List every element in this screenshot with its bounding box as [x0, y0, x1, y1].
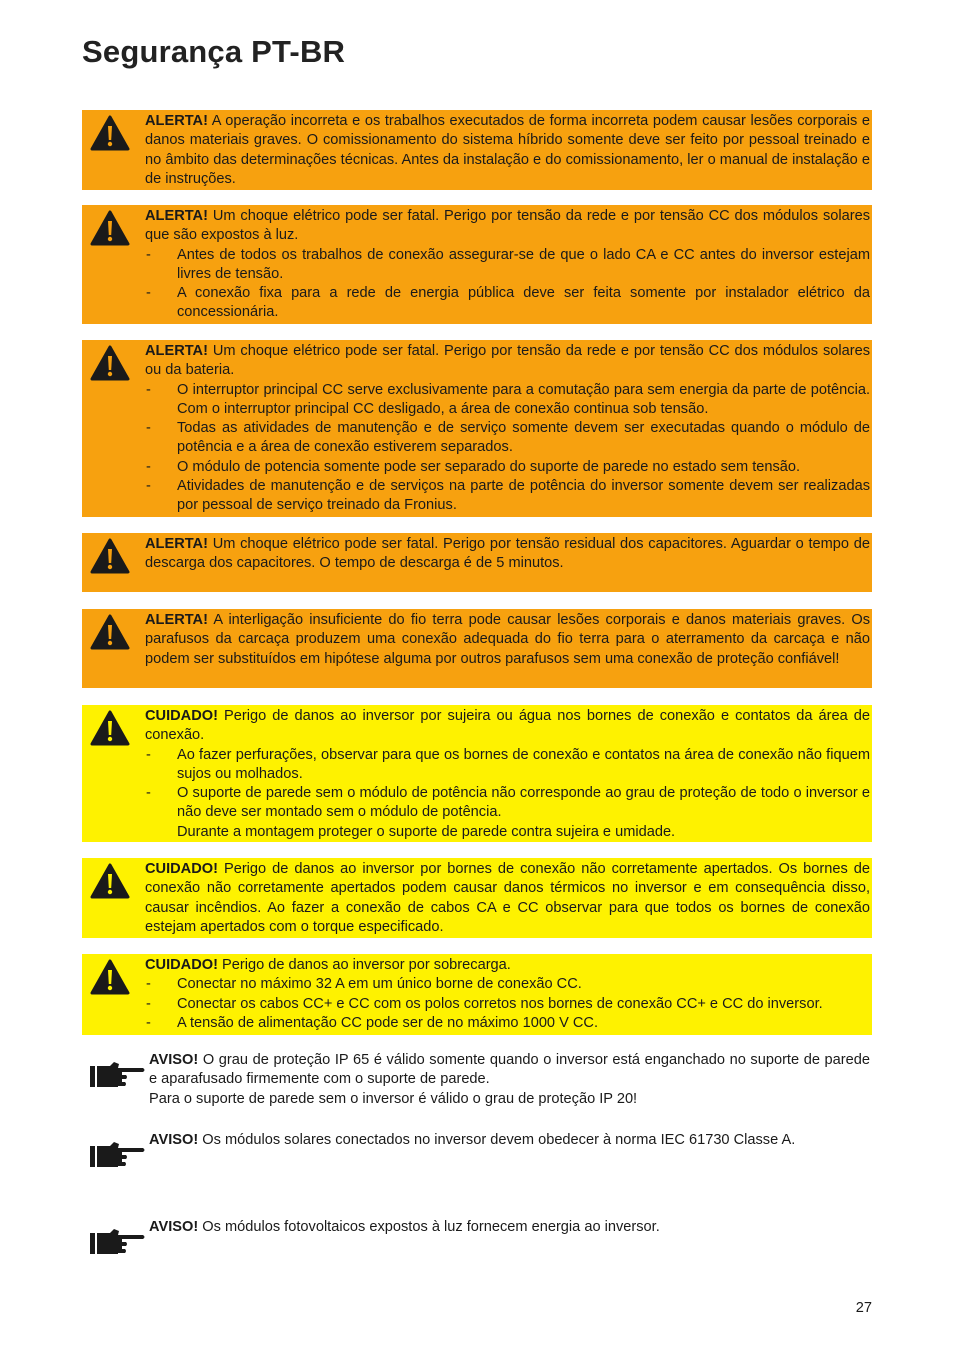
warning-triangle-icon [90, 115, 130, 151]
alert-box [82, 609, 872, 688]
notice-text: Os módulos solares conectados no inversor devem obedecer à norma IEC 61730 Classe A. [202, 1132, 796, 1148]
alert-content [145, 342, 870, 516]
alert-text: Um choque elétrico pode ser fatal. Perigo por tensão da rede e por tensão CC dos módulos solares ou da bateria. [145, 343, 870, 379]
notice-content [149, 1218, 870, 1237]
pointing-hand-icon [88, 1224, 146, 1256]
alert-content [145, 535, 870, 574]
caution-box [82, 954, 872, 1035]
alert-text: Um choque elétrico pode ser fatal. Perigo por tensão residual dos capacitores. Aguardar o tempo de descarga dos capacitores. O tempo de descarga é de 5 minutos. [145, 536, 870, 572]
page-title: Segurança PT-BR [82, 34, 346, 69]
list-item: - Conectar no máximo 32 A em um único borne de conexão CC. [145, 975, 870, 994]
notice-content [149, 1131, 870, 1150]
warning-triangle-icon [90, 538, 130, 574]
alert-label: ALERTA! [145, 113, 208, 129]
caution-text: Perigo de danos ao inversor por sobrecarga. [222, 957, 511, 973]
list-item: - Conectar os cabos CC+ e CC com os polos corretos nos bornes de conexão CC+ e CC do inversor. [145, 995, 870, 1014]
caution-label: CUIDADO! [145, 861, 218, 877]
list-item-text: O suporte de parede sem o módulo de potência não corresponde ao grau de proteção de todo o inversor e não deve ser montado sem o módulo de potência. [177, 785, 870, 821]
list-item: - A tensão de alimentação CC pode ser de no máximo 1000 V CC. [145, 1014, 870, 1033]
notice-label: AVISO! [149, 1132, 199, 1148]
caution-content [145, 707, 870, 842]
alert-text: A interligação insuficiente do fio terra pode causar lesões corporais e danos materiais graves. Os parafusos da carcaça produzem uma conexão adequada do fio terra para o aterramento da carcaça e não podem ser substituídos em hipótese alguma por outros parafusos sem uma conexão de proteção confiável! [145, 612, 871, 667]
warning-triangle-icon [90, 710, 130, 746]
warning-triangle-icon [90, 863, 130, 899]
alert-content [145, 207, 870, 323]
alert-content [145, 112, 870, 189]
list-item: - Todas as atividades de manutenção e de serviço somente devem ser executadas quando o módulo de potência e a área de conexão estiverem separados. [145, 419, 870, 458]
alert-text: A operação incorreta e os trabalhos executados de forma incorreta podem causar lesões corporais e danos materiais graves. O comissionamento do sistema híbrido somente deve ser feito por pessoal treinado e no âmbito das determinações técnicas. Antes da instalação e do comissionamento, ler o manual de instalação e de instruções. [145, 113, 870, 187]
alert-box [82, 110, 872, 190]
bullet-list [145, 246, 870, 323]
alert-text: Um choque elétrico pode ser fatal. Perigo por tensão da rede e por tensão CC dos módulos solares que são expostos à luz. [145, 208, 870, 244]
list-item: - O módulo de potencia somente pode ser separado do suporte de parede no estado sem tensão. [145, 458, 870, 477]
page-number: 27 [855, 1300, 872, 1316]
alert-box [82, 205, 872, 324]
alert-label: ALERTA! [145, 343, 208, 359]
list-item: - Ao fazer perfurações, observar para que os bornes de conexão e contatos na área de conexão não fiquem sujos ou molhados. [145, 746, 870, 785]
list-item: - Antes de todos os trabalhos de conexão assegurar-se de que o lado CA e CC antes do inversor estejam livres de tensão. [145, 246, 870, 285]
notice-extra: Para o suporte de parede sem o inversor é válido o grau de proteção IP 20! [149, 1090, 638, 1107]
bullet-list [145, 381, 870, 516]
caution-text: Perigo de danos ao inversor por sujeira ou água nos bornes de conexão e contatos da área de conexão. [145, 708, 870, 744]
bullet-list [145, 746, 870, 842]
alert-content [145, 611, 870, 669]
caution-label: CUIDADO! [145, 957, 218, 973]
alert-box [82, 533, 872, 592]
caution-content [145, 956, 870, 1033]
caution-box [82, 705, 872, 842]
pointing-hand-icon [88, 1137, 146, 1169]
list-item: - O interruptor principal CC serve exclusivamente para a comutação para sem energia da parte de potência. Com o interruptor principal CC desligado, a área de conexão continua sob tensão. [145, 381, 870, 420]
notice-label: AVISO! [149, 1052, 199, 1068]
list-item-extra: Durante a montagem proteger o suporte de parede contra sujeira e umidade. [177, 823, 676, 840]
bullet-list [145, 975, 870, 1033]
caution-box [82, 858, 872, 938]
caution-content [145, 860, 870, 937]
notice-label: AVISO! [149, 1219, 199, 1235]
notice-content [149, 1051, 870, 1109]
list-item [145, 784, 870, 842]
warning-triangle-icon [90, 345, 130, 381]
list-item: - A conexão fixa para a rede de energia pública deve ser feita somente por instalador elétrico da concessionária. [145, 284, 870, 323]
alert-label: ALERTA! [145, 536, 208, 552]
notice-text: O grau de proteção IP 65 é válido somente quando o inversor está enganchado no suporte de parede e aparafusado firmemente com o suporte de parede. [149, 1052, 870, 1088]
caution-label: CUIDADO! [145, 708, 218, 724]
list-item: - Atividades de manutenção e de serviços na parte de potência do inversor somente devem ser realizadas por pessoal de serviço treinado da Fronius. [145, 477, 870, 516]
warning-triangle-icon [90, 959, 130, 995]
alert-label: ALERTA! [145, 208, 208, 224]
warning-triangle-icon [90, 614, 130, 650]
pointing-hand-icon [88, 1057, 146, 1089]
warning-triangle-icon [90, 210, 130, 246]
caution-text: Perigo de danos ao inversor por bornes de conexão não corretamente apertados. Os bornes de conexão não corretamente apertados podem causar danos térmicos no inversor e em consequência disso, causar incêndios. Ao fazer a conexão de cabos CA e CC observar para que todos os bornes de conexão estejam apertados com o torque especificado. [145, 861, 870, 935]
notice-text: Os módulos fotovoltaicos expostos à luz fornecem energia ao inversor. [202, 1219, 660, 1235]
alert-box [82, 340, 872, 517]
alert-label: ALERTA! [145, 612, 208, 628]
